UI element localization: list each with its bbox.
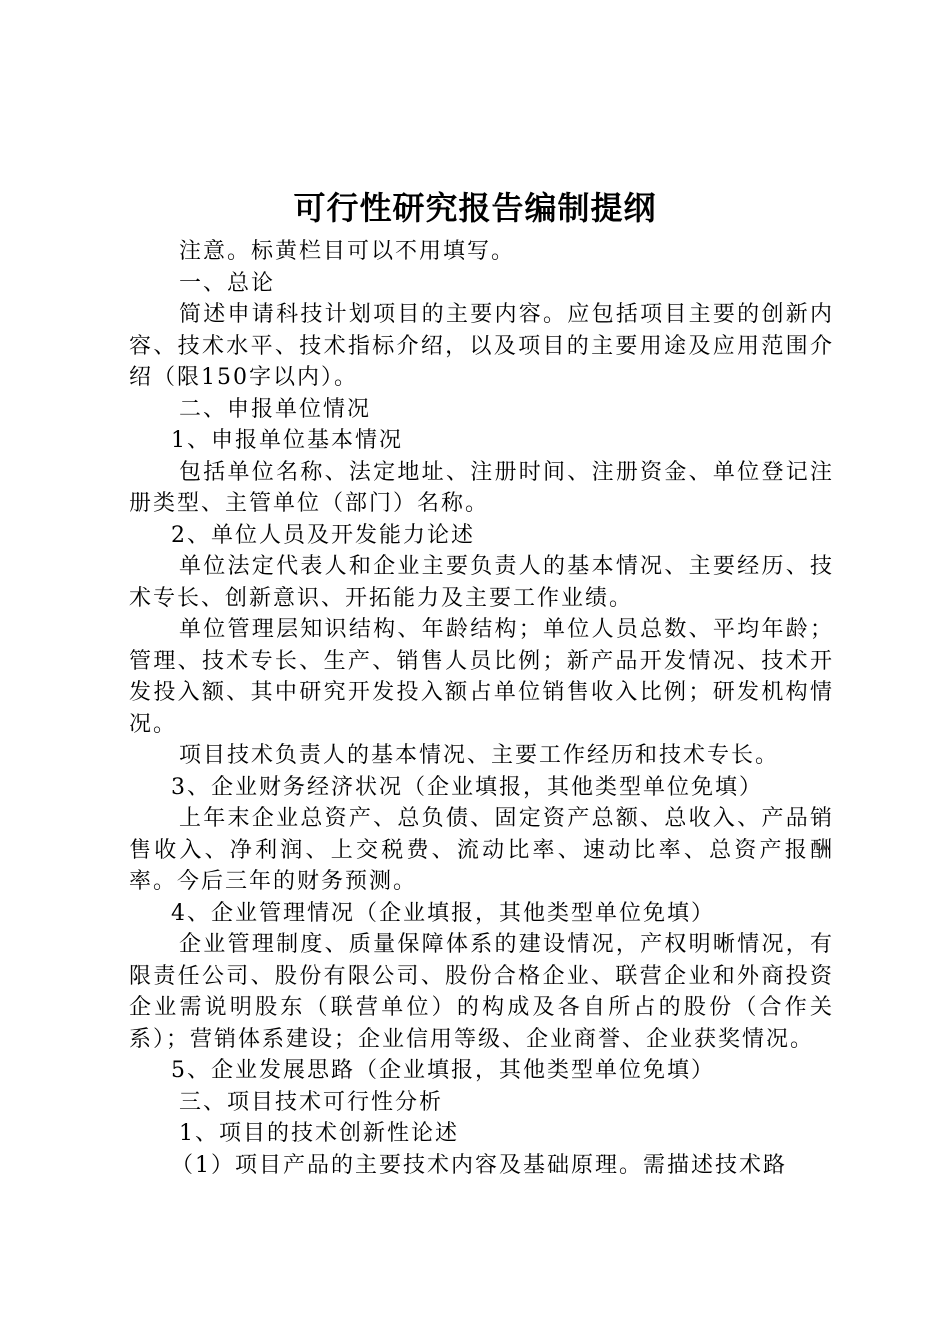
- subsection-heading: 3、企业财务经济状况（企业填报，其他类型单位免填）: [171, 774, 763, 800]
- body-paragraph: 包括单位名称、法定地址、注册时间、注册资金、单位登记注册类型、主管单位（部门）名称。: [129, 459, 834, 516]
- section-heading: 二、申报单位情况: [179, 396, 372, 422]
- subsection-heading: 4、企业管理情况（企业填报，其他类型单位免填）: [171, 900, 715, 926]
- body-paragraph: 企业管理制度、质量保障体系的建设情况，产权明晰情况，有限责任公司、股份有限公司、股份合格企业、联营企业和外商投资企业需说明股东（联营单位）的构成及各自所占的股份（合作关系）；营销体系建设；企业信用等级、企业商誉、企业获奖情况。: [129, 932, 834, 1052]
- body-paragraph: 单位法定代表人和企业主要负责人的基本情况、主要经历、技术专长、创新意识、开拓能力及主要工作业绩。: [129, 554, 834, 611]
- body-paragraph: 上年末企业总资产、总负债、固定资产总额、总收入、产品销售收入、净利润、上交税费、流动比率、速动比率、总资产报酬率。今后三年的财务预测。: [129, 806, 834, 894]
- subsection-heading: 5、企业发展思路（企业填报，其他类型单位免填）: [171, 1058, 715, 1083]
- note-paragraph: 注意。标黄栏目可以不用填写。: [179, 239, 516, 264]
- body-paragraph: （1）项目产品的主要技术内容及基础原理。需描述技术路: [171, 1152, 787, 1178]
- subsection-heading: 1、项目的技术创新性论述: [179, 1121, 459, 1146]
- subsection-heading: 1、申报单位基本情况: [171, 428, 403, 453]
- document-body: [129, 236, 834, 1181]
- body-paragraph: 项目技术负责人的基本情况、主要工作经历和技术专长。: [179, 743, 780, 768]
- body-paragraph: 简述申请科技计划项目的主要内容。应包括项目主要的创新内容、技术水平、技术指标介绍，以及项目的主要用途及应用范围介绍（限150字以内）。: [129, 302, 834, 390]
- section-heading: 一、总论: [179, 270, 276, 296]
- subsection-heading: 2、单位人员及开发能力论述: [171, 522, 475, 548]
- body-paragraph: 单位管理层知识结构、年龄结构；单位人员总数、平均年龄；管理、技术专长、生产、销售人员比例；新产品开发情况、技术开发投入额、其中研究开发投入额占单位销售收入比例；研发机构情况。: [129, 617, 834, 737]
- section-heading: 三、项目技术可行性分析: [179, 1089, 444, 1115]
- document-title: 可行性研究报告编制提纲: [293, 189, 657, 227]
